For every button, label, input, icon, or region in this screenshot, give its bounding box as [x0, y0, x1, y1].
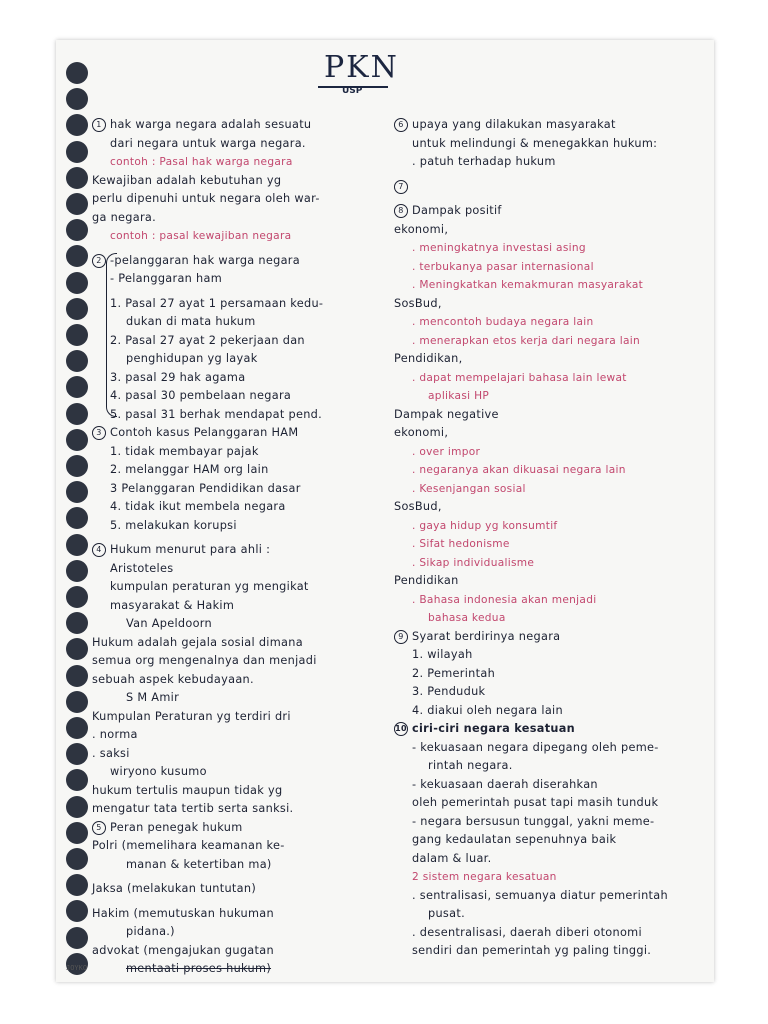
note-text: 4. diakui oleh negara lain: [412, 703, 563, 717]
note-line: [92, 652, 392, 671]
note-line: [92, 153, 392, 172]
note-line: [92, 856, 392, 875]
note-line: [394, 720, 706, 739]
note-text: hukum tertulis maupun tidak yg: [92, 783, 283, 797]
note-text: Hukum menurut para ahli :: [110, 543, 271, 556]
note-line: [394, 461, 706, 480]
note-text: 1. wilayah: [412, 648, 473, 661]
note-text: 2. Pasal 27 ayat 2 pekerjaan dan: [110, 333, 305, 347]
binding-hole: [66, 62, 88, 84]
note-line: [394, 135, 706, 154]
note-text: Van Apeldoorn: [126, 617, 213, 630]
note-line: [92, 461, 392, 480]
note-text: 3. Penduduk: [412, 685, 486, 698]
note-text: SosBud,: [394, 296, 442, 310]
note-line: [92, 578, 392, 597]
note-line: [92, 615, 392, 634]
binding-hole: [66, 403, 88, 425]
note-line: [394, 794, 706, 813]
binding-hole: [66, 350, 88, 372]
binding-hole: [66, 665, 88, 687]
left-column: [92, 116, 392, 979]
note-line: [394, 813, 706, 832]
note-text: sendiri dan pemerintah yg paling tinggi.: [412, 944, 652, 957]
note-line: [92, 252, 392, 271]
note-text: oleh pemerintah pusat tapi masih tunduk: [412, 796, 659, 809]
note-text: upaya yang dilakukan masyarakat: [412, 118, 616, 131]
binding-hole: [66, 822, 88, 844]
note-line: [394, 683, 706, 702]
note-line: [394, 757, 706, 776]
note-text: bahasa kedua: [428, 612, 506, 624]
note-line: [92, 172, 392, 191]
note-line: [394, 609, 706, 628]
binding-hole: [66, 507, 88, 529]
note-line: [394, 221, 706, 240]
note-text: ekonomi,: [394, 426, 449, 439]
note-text: . terbukanya pasar internasional: [412, 260, 594, 273]
note-line: [394, 443, 706, 462]
note-text: Jaksa (melakukan tuntutan): [92, 882, 257, 895]
note-text: . desentralisasi, daerah diberi otonomi: [412, 925, 642, 939]
note-text: kumpulan peraturan yg mengikat: [110, 580, 309, 593]
note-text: Hukum adalah gejala sosial dimana: [92, 635, 303, 649]
section-number: 5: [92, 821, 106, 835]
note-line: [394, 924, 706, 943]
note-line: [92, 406, 392, 425]
section-number: 1: [92, 118, 106, 132]
note-line: [394, 776, 706, 795]
binding-hole: [66, 88, 88, 110]
note-text: contoh : pasal kewajiban negara: [110, 230, 292, 242]
note-line: [394, 116, 706, 135]
note-line: [394, 258, 706, 277]
binding-holes: [66, 62, 90, 982]
note-text: . Kesenjangan sosial: [412, 482, 526, 495]
note-line: [394, 646, 706, 665]
note-text: 4. tidak ikut membela negara: [110, 500, 286, 513]
note-line: [394, 517, 706, 536]
binding-hole: [66, 193, 88, 215]
note-text: . Sifat hedonisme: [412, 538, 510, 550]
note-text: . gaya hidup yg konsumtif: [412, 519, 558, 532]
note-line: [394, 153, 706, 172]
note-line: [92, 689, 392, 708]
binding-hole: [66, 455, 88, 477]
binding-hole: [66, 298, 88, 320]
note-line: [92, 135, 392, 154]
binding-hole: [66, 376, 88, 398]
note-text: 2 sistem negara kesatuan: [412, 871, 557, 883]
section-number: 10: [394, 722, 408, 736]
note-line: [394, 831, 706, 850]
page-subtitle: USP: [342, 86, 363, 96]
section-number: 3: [92, 426, 106, 440]
note-line: [92, 313, 392, 332]
note-text: mentaati proses hukum): [126, 962, 272, 975]
note-text: - kekuasaan negara dipegang oleh peme-: [412, 740, 659, 754]
note-text: rintah negara.: [428, 759, 513, 772]
note-text: masyarakat & Hakim: [110, 598, 235, 612]
note-text: dalam & luar.: [412, 851, 492, 865]
page-title: PKN: [324, 50, 399, 85]
note-text: Contoh kasus Pelanggaran HAM: [110, 426, 299, 439]
note-line: [394, 572, 706, 591]
binding-hole: [66, 219, 88, 241]
binding-hole: [66, 586, 88, 608]
note-line: [92, 116, 392, 135]
binding-hole: [66, 324, 88, 346]
binding-hole: [66, 429, 88, 451]
note-text: penghidupan yg layak: [126, 352, 258, 365]
note-text: sebuah aspek kebudayaan.: [92, 672, 254, 686]
note-text: dari negara untuk warga negara.: [110, 136, 306, 150]
note-line: [394, 276, 706, 295]
note-text: advokat (mengajukan gugatan: [92, 943, 274, 957]
section-number: 7: [394, 180, 408, 194]
note-line: [92, 726, 392, 745]
note-text: untuk melindungi & menegakkan hukum:: [412, 136, 658, 150]
binding-hole: [66, 927, 88, 949]
note-line: [394, 313, 706, 332]
note-text: . meningkatnya investasi asing: [412, 242, 586, 254]
note-text: . negaranya akan dikuasai negara lain: [412, 464, 626, 476]
note-line: [92, 763, 392, 782]
section-number: 8: [394, 204, 408, 218]
note-line: [394, 591, 706, 610]
note-text: Pendidikan: [394, 574, 459, 587]
note-line: [92, 332, 392, 351]
note-line: [92, 819, 392, 838]
note-line: [92, 905, 392, 924]
note-line: [394, 369, 706, 388]
note-line: [92, 597, 392, 616]
note-line: [394, 905, 706, 924]
binding-hole: [66, 114, 88, 136]
note-text: Pendidikan,: [394, 352, 463, 365]
binding-hole: [66, 560, 88, 582]
note-text: 4. pasal 30 pembelaan negara: [110, 389, 292, 402]
note-text: . norma: [92, 728, 138, 741]
note-line: [92, 745, 392, 764]
note-line: [92, 708, 392, 727]
note-line: [92, 541, 392, 560]
note-text: . dapat mempelajari bahasa lain lewat: [412, 371, 627, 384]
note-line: [394, 665, 706, 684]
note-line: [92, 782, 392, 801]
note-text: semua org mengenalnya dan menjadi: [92, 654, 317, 667]
note-text: Hakim (memutuskan hukuman: [92, 906, 274, 920]
note-text: 2. melanggar HAM org lain: [110, 463, 269, 476]
note-line: [394, 942, 706, 961]
note-text: Peran penegak hukum: [110, 820, 243, 834]
note-text: contoh : Pasal hak warga negara: [110, 156, 293, 168]
note-line: [394, 295, 706, 314]
note-text: mengatur tata tertib serta sanksi.: [92, 802, 294, 815]
note-line: [92, 480, 392, 499]
binding-hole: [66, 900, 88, 922]
note-line: [92, 227, 392, 246]
section-number: 4: [92, 543, 106, 557]
binding-hole: [66, 874, 88, 896]
note-text: SosBud,: [394, 500, 442, 513]
note-line: [92, 295, 392, 314]
binding-hole: [66, 245, 88, 267]
note-text: . mencontoh budaya negara lain: [412, 316, 594, 328]
note-line: [92, 634, 392, 653]
note-line: [394, 406, 706, 425]
note-line: [394, 350, 706, 369]
note-text: wiryono kusumo: [110, 765, 207, 778]
note-line: [92, 209, 392, 228]
note-line: [92, 800, 392, 819]
note-line: [394, 739, 706, 758]
notebook-page: [56, 40, 714, 982]
note-text: Kumpulan Peraturan yg terdiri dri: [92, 709, 291, 723]
note-line: [92, 387, 392, 406]
binding-hole: [66, 743, 88, 765]
note-text: 2. Pemerintah: [412, 666, 496, 680]
binding-hole: [66, 612, 88, 634]
binding-hole: [66, 848, 88, 870]
note-text: 5. melakukan korupsi: [110, 518, 237, 532]
note-line: [394, 332, 706, 351]
note-line: [92, 498, 392, 517]
note-line: [92, 837, 392, 856]
note-text: dukan di mata hukum: [126, 315, 256, 328]
note-text: . Bahasa indonesia akan menjadi: [412, 593, 597, 606]
note-text: . Sikap individualisme: [412, 556, 535, 569]
binding-hole: [66, 167, 88, 189]
section-number: 6: [394, 118, 408, 132]
note-text: Polri (memelihara keamanan ke-: [92, 839, 285, 852]
note-line: [92, 350, 392, 369]
note-text: . menerapkan etos kerja dari negara lain: [412, 334, 641, 347]
note-line: [92, 369, 392, 388]
binding-hole: [66, 691, 88, 713]
note-text: 5. pasal 31 berhak mendapat pend.: [110, 407, 323, 421]
note-line: [394, 628, 706, 647]
note-text: ekonomi,: [394, 222, 449, 236]
note-text: ga negara.: [92, 210, 157, 224]
right-column: [394, 116, 706, 961]
note-line: [92, 942, 392, 961]
note-text: . saksi: [92, 746, 130, 760]
note-line: [394, 868, 706, 887]
note-line: [92, 880, 392, 899]
note-line: [92, 517, 392, 536]
note-text: manan & ketertiban ma): [126, 857, 272, 871]
note-text: - Pelanggaran ham: [110, 272, 223, 285]
note-line: [394, 387, 706, 406]
binding-hole: [66, 141, 88, 163]
note-text: perlu dipenuhi untuk negara oleh war-: [92, 192, 320, 205]
note-line: [394, 178, 706, 197]
note-line: [394, 850, 706, 869]
binding-hole: [66, 769, 88, 791]
section-number: 2: [92, 254, 106, 268]
note-text: hak warga negara adalah sesuatu: [110, 118, 312, 131]
note-text: S M Amir: [126, 691, 180, 704]
note-text: -pelanggaran hak warga negara: [110, 253, 300, 267]
note-line: [92, 424, 392, 443]
note-text: gang kedaulatan sepenuhnya baik: [412, 833, 617, 846]
note-text: . sentralisasi, semuanya diatur pemerintah: [412, 888, 668, 902]
note-text: - negara bersusun tunggal, yakni meme-: [412, 814, 655, 828]
note-text: 3. pasal 29 hak agama: [110, 370, 246, 384]
note-line: [394, 702, 706, 721]
binding-hole: [66, 534, 88, 556]
note-line: [394, 535, 706, 554]
note-text: Aristoteles: [110, 561, 174, 575]
note-text: aplikasi HP: [428, 390, 490, 402]
note-line: [92, 960, 392, 979]
note-line: [92, 270, 392, 289]
note-text: ciri-ciri negara kesatuan: [412, 722, 576, 735]
note-line: [394, 887, 706, 906]
binding-hole: [66, 481, 88, 503]
note-line: [394, 202, 706, 221]
binding-hole: [66, 638, 88, 660]
note-text: . Meningkatkan kemakmuran masyarakat: [412, 279, 644, 291]
note-line: [394, 480, 706, 499]
note-text: - kekuasaan daerah diserahkan: [412, 777, 598, 791]
note-line: [92, 190, 392, 209]
note-text: Dampak negative: [394, 407, 499, 421]
binding-hole: [66, 717, 88, 739]
note-line: [92, 671, 392, 690]
note-text: pusat.: [428, 907, 465, 920]
note-line: [394, 424, 706, 443]
note-text: 3 Pelanggaran Pendidikan dasar: [110, 481, 301, 495]
note-text: 1. Pasal 27 ayat 1 persamaan kedu-: [110, 296, 324, 310]
note-text: Kewajiban adalah kebutuhan yg: [92, 173, 282, 187]
section-number: 9: [394, 630, 408, 644]
note-line: [92, 443, 392, 462]
note-text: 1. tidak membayar pajak: [110, 444, 259, 458]
binding-hole: [66, 796, 88, 818]
note-line: [92, 923, 392, 942]
note-line: [394, 239, 706, 258]
note-text: . patuh terhadap hukum: [412, 155, 556, 168]
note-text: pidana.): [126, 925, 175, 938]
note-line: [394, 554, 706, 573]
brand-label: JOYKO: [66, 964, 88, 972]
note-text: . over impor: [412, 445, 481, 458]
note-text: Dampak positif: [412, 204, 502, 217]
binding-hole: [66, 272, 88, 294]
note-text: Syarat berdirinya negara: [412, 629, 561, 643]
note-line: [394, 498, 706, 517]
note-line: [92, 560, 392, 579]
